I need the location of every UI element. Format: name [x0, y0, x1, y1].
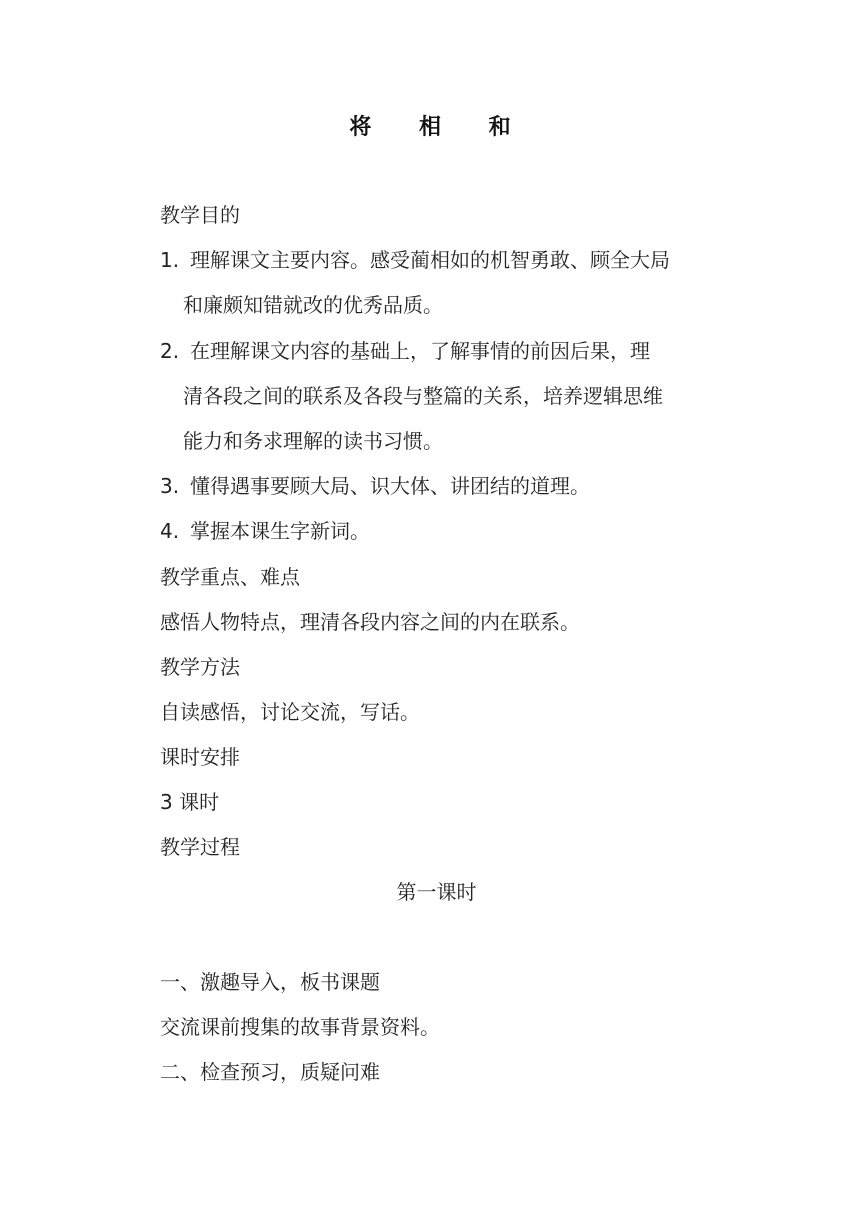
objective-4-line-1 — [160, 516, 370, 546]
key-points-text: 感悟人物特点，理清各段内容之间的内在联系。 — [160, 610, 580, 634]
schedule-heading: 课时安排 — [160, 745, 240, 769]
step-one-text: 交流课前搜集的故事背景资料。 — [160, 1015, 440, 1039]
schedule-text: 3 课时 — [160, 790, 220, 814]
objective-2-text-1: 在理解课文内容的基础上，了解事情的前因后果，理 — [190, 339, 650, 363]
objective-2-line-3: 能力和务求理解的读书习惯。 — [183, 429, 443, 453]
objective-3-number: 3. — [160, 474, 180, 498]
step-two-heading: 二、检查预习，质疑问难 — [160, 1060, 380, 1084]
document-title: 将 相 和 — [349, 115, 531, 140]
objective-1-text-1: 理解课文主要内容。感受蔺相如的机智勇敢、顾全大局 — [190, 248, 670, 272]
objective-3-text-1: 懂得遇事要顾大局、识大体、讲团结的道理。 — [190, 474, 590, 498]
lesson-one-heading: 第一课时 — [396, 880, 477, 904]
objective-4-number: 4. — [160, 519, 180, 543]
objective-4-text-1: 掌握本课生字新词。 — [190, 519, 370, 543]
objective-2-line-2: 清各段之间的联系及各段与整篇的关系，培养逻辑思维 — [183, 384, 663, 408]
step-one-heading: 一、激趣导入，板书课题 — [160, 970, 380, 994]
objective-1-number: 1. — [160, 248, 180, 272]
method-text: 自读感悟，讨论交流，写话。 — [160, 700, 420, 724]
objective-2-number: 2. — [160, 339, 180, 363]
key-points-heading: 教学重点、难点 — [160, 565, 300, 589]
objective-1-line-1 — [160, 245, 670, 275]
objective-2-line-1 — [160, 336, 650, 366]
objective-3-line-1 — [160, 471, 590, 501]
process-heading: 教学过程 — [160, 835, 240, 859]
method-heading: 教学方法 — [160, 655, 240, 679]
objective-1-line-2: 和廉颇知错就改的优秀品质。 — [183, 293, 443, 317]
objectives-heading: 教学目的 — [160, 203, 240, 227]
